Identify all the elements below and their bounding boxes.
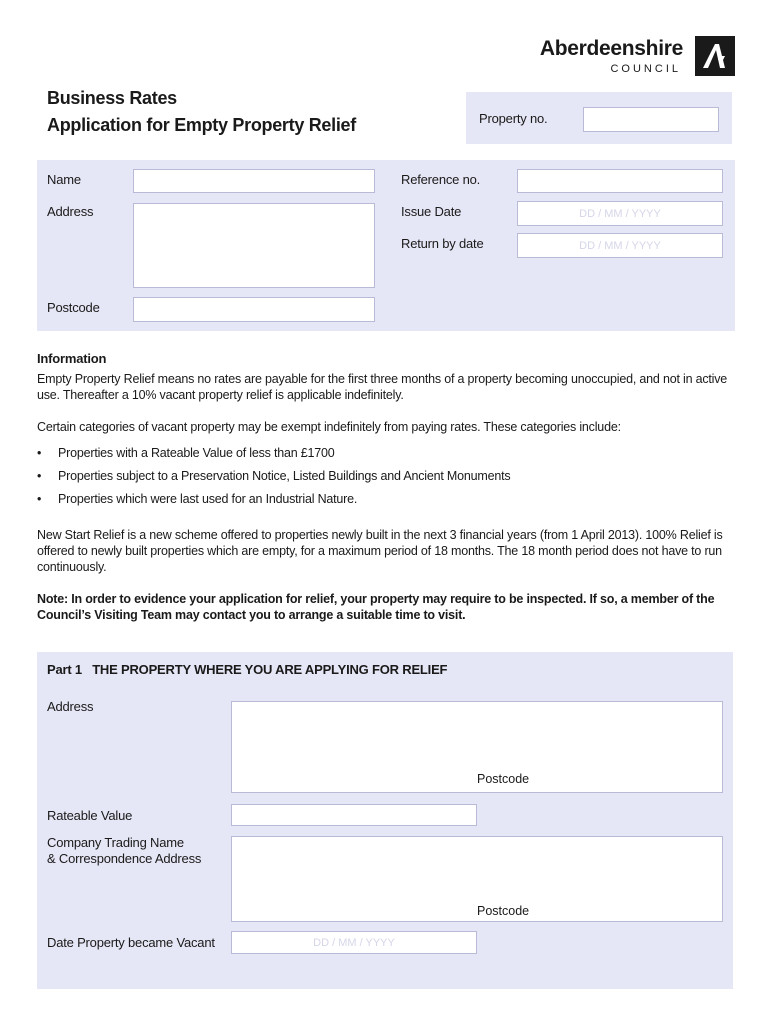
part1-heading (47, 662, 447, 677)
title-line-2: Application for Empty Property Relief (47, 115, 356, 135)
address-label: Address (47, 204, 94, 219)
page-title (47, 88, 356, 136)
return-date-placeholder: DD / MM / YYYY (579, 239, 661, 252)
council-logo (520, 36, 735, 78)
part1-title: THE PROPERTY WHERE YOU ARE APPLYING FOR RELIEF (92, 662, 448, 677)
vacant-date-input[interactable] (231, 931, 477, 954)
info-heading: Information (37, 351, 107, 366)
title-line-1: Business Rates (47, 88, 177, 108)
company-postcode-label: Postcode (477, 904, 530, 918)
postcode-label: Postcode (47, 300, 100, 315)
property-no-input[interactable] (583, 107, 719, 132)
part1-number: Part 1 (47, 662, 82, 677)
name-input[interactable] (133, 169, 375, 193)
rateable-value-input[interactable] (231, 804, 477, 826)
return-date-input[interactable] (517, 233, 723, 258)
info-bullet-1: • Properties with a Rateable Value of less than £1700 (37, 446, 335, 460)
issue-date-placeholder: DD / MM / YYYY (579, 207, 661, 220)
logo-a-icon (695, 36, 735, 76)
address-input[interactable] (133, 203, 375, 288)
part1-postcode-label: Postcode (477, 772, 530, 786)
info-paragraph-1: Empty Property Relief means no rates are payable for the first three months of a property becoming unoccupied, and not in active use. Thereafter a 10% vacant property relief is applicable indefinitely. (37, 372, 728, 402)
postcode-input[interactable] (133, 297, 375, 322)
rateable-value-label: Rateable Value (47, 808, 133, 823)
bullet-text: Properties with a Rateable Value of less than £1700 (58, 446, 335, 460)
logo-name: Aberdeenshire (539, 37, 683, 60)
bullet-text: Properties which were last used for an Industrial Nature. (58, 492, 358, 506)
vacant-date-placeholder: DD / MM / YYYY (313, 936, 395, 949)
info-bullet-3: • Properties which were last used for an Industrial Nature. (37, 492, 358, 506)
info-paragraph-3: New Start Relief is a new scheme offered to properties newly built in the next 3 financial years (from 1 April 2013). 100% Relief is offered to newly built properties which are empty, for a maximum period of 18 months. The 18 month period does not have to run continuously. (37, 528, 723, 574)
issue-date-label: Issue Date (401, 204, 462, 219)
info-paragraph-2: Certain categories of vacant property may be exempt indefinitely from paying rates. These categories include: (37, 420, 621, 434)
property-no-label: Property no. (479, 111, 548, 126)
company-label-line-2: & Correspondence Address (47, 851, 202, 866)
return-date-label: Return by date (401, 236, 484, 251)
issue-date-input[interactable] (517, 201, 723, 226)
info-bullet-2: • Properties subject to a Preservation Notice, Listed Buildings and Ancient Monuments (37, 469, 511, 483)
vacant-date-label: Date Property became Vacant (47, 935, 215, 950)
logo-sub: COUNCIL (610, 63, 681, 75)
reference-input[interactable] (517, 169, 723, 193)
bullet-text: Properties subject to a Preservation Notice, Listed Buildings and Ancient Monuments (58, 469, 511, 483)
company-label (47, 835, 201, 867)
info-note: Note: In order to evidence your application for relief, your property may require to be inspected. If so, a member of the Council’s Visiting Team may contact you to arrange a suitable time to visit. (37, 592, 715, 622)
part1-address-label: Address (47, 699, 94, 714)
company-label-line-1: Company Trading Name (47, 835, 184, 850)
reference-label: Reference no. (401, 172, 481, 187)
name-label: Name (47, 172, 81, 187)
